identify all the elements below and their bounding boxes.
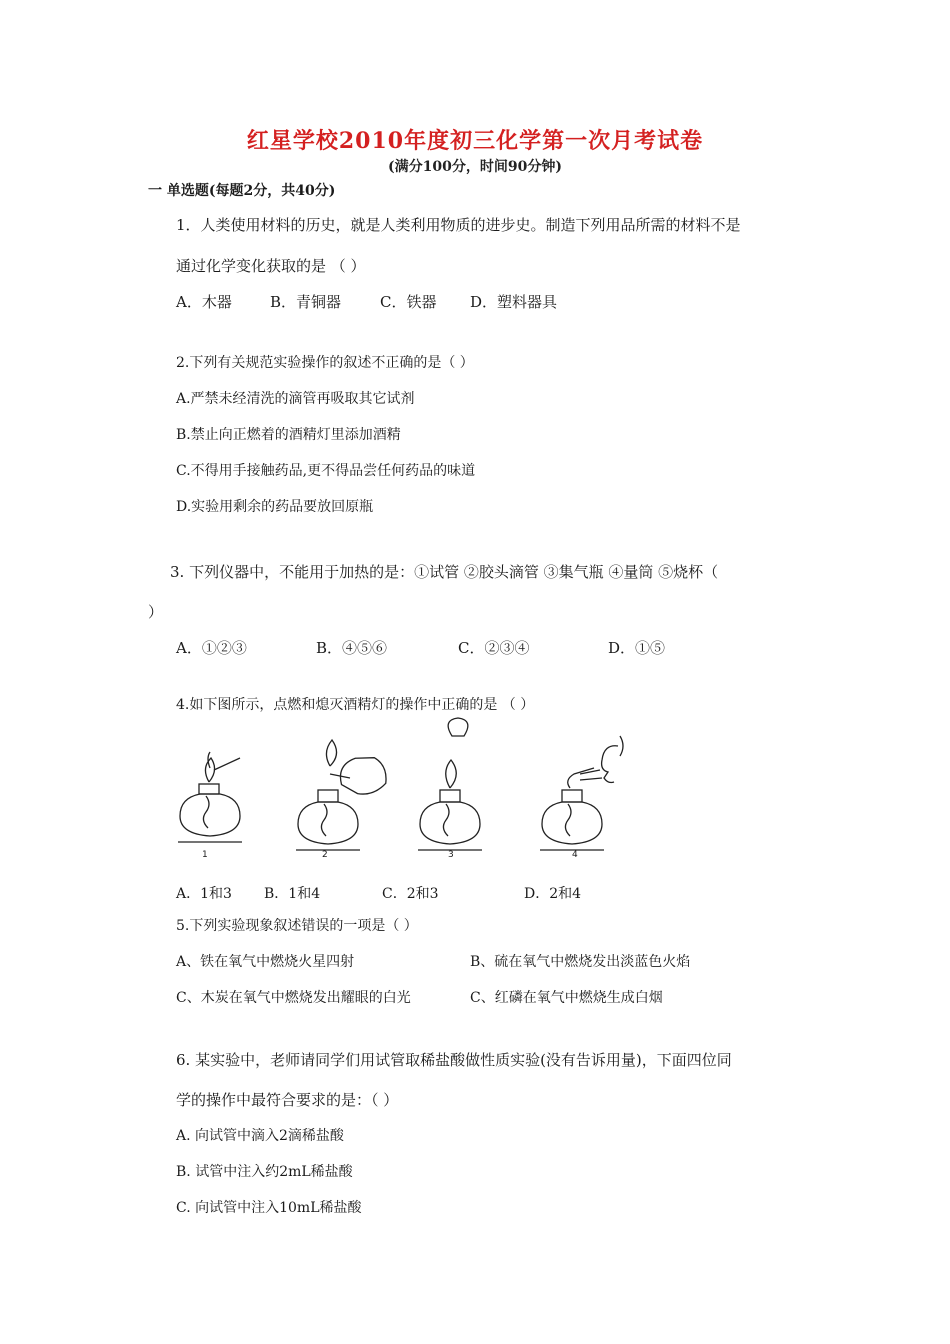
exam-title: 红星学校2010年度初三化学第一次月考试卷 [246,128,704,154]
exam-subtitle: (满分100分，时间90分钟) [388,159,562,175]
q5-option-a: A、铁在氧气中燃烧火星四射 [176,954,355,970]
figure-label-3: 3 [448,850,454,860]
q3-option-b: B．④⑤⑥ [316,639,388,657]
lamp-3-cap-over [418,718,482,850]
q3-option-a: A．①②③ [176,639,247,657]
q1-option-d: D．塑料器具 [470,293,558,311]
figure-label-4: 4 [572,850,578,860]
q2-option-a: A.严禁未经清洗的滴管再吸取其它试剂 [176,391,415,407]
q5-option-d: C、红磷在氧气中燃烧生成白烟 [470,990,663,1006]
q5-stem: 5.下列实验现象叙述错误的一项是（ ） [176,918,418,934]
q2-option-c: C.不得用手接触药品,更不得品尝任何药品的味道 [176,463,476,479]
q3-option-d: D．①⑤ [608,639,666,657]
figure-label-2: 2 [322,850,328,860]
alcohol-lamp-figure [170,716,640,866]
q1-stem-line1: 1．人类使用材料的历史，就是人类利用物质的进步史。制造下列用品所需的材料不是 [176,216,741,234]
q1-option-c: C．铁器 [380,293,437,311]
q6-option-a: A. 向试管中滴入2滴稀盐酸 [176,1128,344,1144]
q1-stem-line2: 通过化学变化获取的是 （ ） [176,257,366,275]
q4-stem: 4.如下图所示，点燃和熄灭酒精灯的操作中正确的是 （ ） [176,697,535,713]
q4-option-d: D．2和4 [524,886,582,902]
q4-option-a: A．1和3 [176,886,232,902]
q3-option-c: C．②③④ [458,639,530,657]
q5-option-b: B、硫在氧气中燃烧发出淡蓝色火焰 [470,954,691,970]
q6-stem-line1: 6. 某实验中，老师请同学们用试管取稀盐酸做性质实验(没有告诉用量)，下面四位同 [176,1051,732,1069]
section-heading: 一 单选题(每题2分，共40分) [148,183,336,199]
lamp-2-lit-from-another [296,740,390,850]
q3-stem-line1: 3. 下列仪器中，不能用于加热的是：①试管 ②胶头滴管 ③集气瓶 ④量筒 ⑤烧杯（ [170,563,719,581]
q6-option-c: C. 向试管中注入10mL稀盐酸 [176,1200,362,1216]
q2-option-b: B.禁止向正燃着的酒精灯里添加酒精 [176,427,401,443]
q4-option-b: B．1和4 [264,886,321,902]
q2-stem: 2.下列有关规范实验操作的叙述不正确的是（ ） [176,355,474,371]
q1-option-a: A．木器 [176,293,232,311]
lamp-4-blown-out [540,736,623,850]
q3-stem-line2: ） [148,603,164,621]
figure-label-1: 1 [202,850,208,860]
lamp-1-match-lighting [178,752,242,842]
q5-option-c: C、木炭在氧气中燃烧发出耀眼的白光 [176,990,411,1006]
q6-option-b: B. 试管中注入约2mL稀盐酸 [176,1164,353,1180]
q6-stem-line2: 学的操作中最符合要求的是：（ ） [176,1091,399,1109]
q4-option-c: C．2和3 [382,886,439,902]
q1-option-b: B．青铜器 [270,293,342,311]
q2-option-d: D.实验用剩余的药品要放回原瓶 [176,499,374,515]
